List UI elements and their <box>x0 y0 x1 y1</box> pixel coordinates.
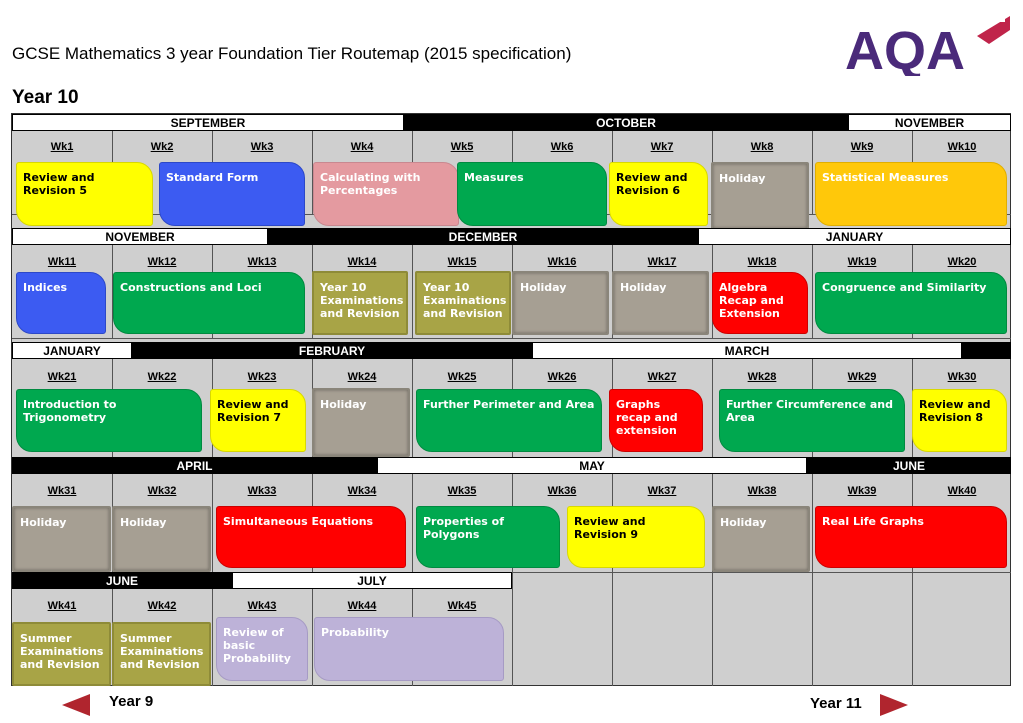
week-label: Wk28 <box>747 371 777 383</box>
prev-year-arrow-icon[interactable] <box>62 694 90 716</box>
week-label: Wk42 <box>147 600 177 612</box>
holiday-block[interactable]: Holiday <box>512 271 609 335</box>
topic-block[interactable]: Algebra Recap and Extension <box>712 272 808 334</box>
grid-divider <box>912 572 913 686</box>
topic-block[interactable]: Calculating with Percentages <box>313 162 459 226</box>
holiday-block[interactable]: Holiday <box>711 162 809 230</box>
holiday-block[interactable]: Holiday <box>312 388 410 457</box>
topic-block[interactable]: Properties of Polygons <box>416 506 560 568</box>
week-label: Wk22 <box>147 371 177 383</box>
week-label: Wk38 <box>747 485 777 497</box>
grid-divider <box>512 572 513 686</box>
routemap-grid <box>11 113 1011 686</box>
week-label: Wk14 <box>347 256 377 268</box>
week-label: Wk31 <box>47 485 77 497</box>
week-label: Wk37 <box>647 485 677 497</box>
topic-block[interactable]: Measures <box>457 162 607 226</box>
month-bar: JUNE <box>12 572 232 589</box>
week-label: Wk19 <box>847 256 877 268</box>
week-label: Wk18 <box>747 256 777 268</box>
week-label: Wk24 <box>347 371 377 383</box>
topic-block[interactable]: Congruence and Similarity <box>815 272 1007 334</box>
week-label: Wk41 <box>47 600 77 612</box>
holiday-block[interactable]: Holiday <box>12 506 111 572</box>
aqa-logo-graphic <box>845 14 1015 76</box>
topic-block[interactable]: Further Perimeter and Area <box>416 389 602 452</box>
topic-block[interactable]: Simultaneous Equations <box>216 506 406 568</box>
exam-block[interactable]: Year 10 Examinations and Revision <box>312 271 408 335</box>
week-label: Wk15 <box>447 256 477 268</box>
week-label: Wk20 <box>947 256 977 268</box>
week-label: Wk5 <box>450 141 474 153</box>
week-label: Wk27 <box>647 371 677 383</box>
holiday-block[interactable]: Holiday <box>612 271 709 335</box>
holiday-block[interactable]: Holiday <box>112 506 211 572</box>
week-label: Wk6 <box>550 141 574 153</box>
week-label: Wk12 <box>147 256 177 268</box>
week-label: Wk3 <box>250 141 274 153</box>
week-label: Wk33 <box>247 485 277 497</box>
topic-block[interactable]: Review and Revision 7 <box>210 389 306 452</box>
month-bar: JULY <box>232 572 512 589</box>
aqa-logo <box>845 14 1015 76</box>
holiday-block[interactable]: Holiday <box>712 506 810 572</box>
month-bar: MARCH <box>532 342 962 359</box>
page-title: GCSE Mathematics 3 year Foundation Tier Routemap (2015 specification) <box>12 44 572 63</box>
topic-block[interactable]: Review and Revision 5 <box>16 162 153 226</box>
month-bar: SEPTEMBER <box>12 114 404 131</box>
week-label: Wk16 <box>547 256 577 268</box>
grid-divider <box>812 572 813 686</box>
year-heading: Year 10 <box>12 87 79 108</box>
week-label: Wk4 <box>350 141 374 153</box>
week-label: Wk7 <box>650 141 674 153</box>
month-bar: APRIL <box>12 457 377 474</box>
week-label: Wk43 <box>247 600 277 612</box>
grid-row-divider <box>12 338 1011 339</box>
week-label: Wk45 <box>447 600 477 612</box>
topic-block[interactable]: Probability <box>314 617 504 681</box>
week-label: Wk40 <box>947 485 977 497</box>
topic-block[interactable]: Introduction to Trigonometry <box>16 389 202 452</box>
topic-block[interactable]: Review and Revision 8 <box>912 389 1007 452</box>
topic-block[interactable]: Review and Revision 6 <box>609 162 708 226</box>
month-bar: JANUARY <box>12 342 132 359</box>
topic-block[interactable]: Real Life Graphs <box>815 506 1007 568</box>
grid-divider <box>612 572 613 686</box>
week-label: Wk34 <box>347 485 377 497</box>
month-bar: MAY <box>377 457 807 474</box>
week-label: Wk21 <box>47 371 77 383</box>
exam-block[interactable]: Summer Examinations and Revision <box>12 622 111 686</box>
month-bar: NOVEMBER <box>848 114 1011 131</box>
week-label: Wk26 <box>547 371 577 383</box>
month-bar: FEBRUARY <box>132 342 532 359</box>
topic-block[interactable]: Standard Form <box>159 162 305 226</box>
topic-block[interactable]: Review of basic Probability <box>216 617 308 681</box>
topic-block[interactable]: Further Circumference and Area <box>719 389 905 452</box>
week-label: Wk36 <box>547 485 577 497</box>
week-label: Wk2 <box>150 141 174 153</box>
week-label: Wk29 <box>847 371 877 383</box>
month-bar <box>962 342 1011 359</box>
topic-block[interactable]: Constructions and Loci <box>113 272 305 334</box>
week-label: Wk9 <box>850 141 874 153</box>
week-label: Wk35 <box>447 485 477 497</box>
week-label: Wk44 <box>347 600 377 612</box>
prev-year-link[interactable]: Year 9 <box>109 693 154 710</box>
week-label: Wk10 <box>947 141 977 153</box>
month-bar: JANUARY <box>698 228 1011 245</box>
aqa-logo-mark <box>977 16 1010 44</box>
week-label: Wk17 <box>647 256 677 268</box>
aqa-logo-text: AQA <box>845 21 965 76</box>
week-label: Wk25 <box>447 371 477 383</box>
aqa-logo-mark-cut <box>993 16 1005 22</box>
topic-block[interactable]: Review and Revision 9 <box>567 506 705 568</box>
month-bar: NOVEMBER <box>12 228 268 245</box>
topic-block[interactable]: Graphs recap and extension <box>609 389 703 452</box>
week-label: Wk8 <box>750 141 774 153</box>
week-label: Wk39 <box>847 485 877 497</box>
week-label: Wk13 <box>247 256 277 268</box>
month-bar: OCTOBER <box>404 114 848 131</box>
week-label: Wk23 <box>247 371 277 383</box>
month-bar: JUNE <box>807 457 1011 474</box>
month-bar: DECEMBER <box>268 228 698 245</box>
topic-block[interactable]: Statistical Measures <box>815 162 1007 226</box>
week-label: Wk1 <box>50 141 74 153</box>
grid-divider <box>712 572 713 686</box>
exam-block[interactable]: Summer Examinations and Revision <box>112 622 211 686</box>
next-year-arrow-icon[interactable] <box>880 694 908 716</box>
topic-block[interactable]: Indices <box>16 272 106 334</box>
week-label: Wk32 <box>147 485 177 497</box>
exam-block[interactable]: Year 10 Examinations and Revision <box>415 271 511 335</box>
week-label: Wk30 <box>947 371 977 383</box>
week-label: Wk11 <box>47 256 77 268</box>
next-year-link[interactable]: Year 11 <box>810 695 862 712</box>
